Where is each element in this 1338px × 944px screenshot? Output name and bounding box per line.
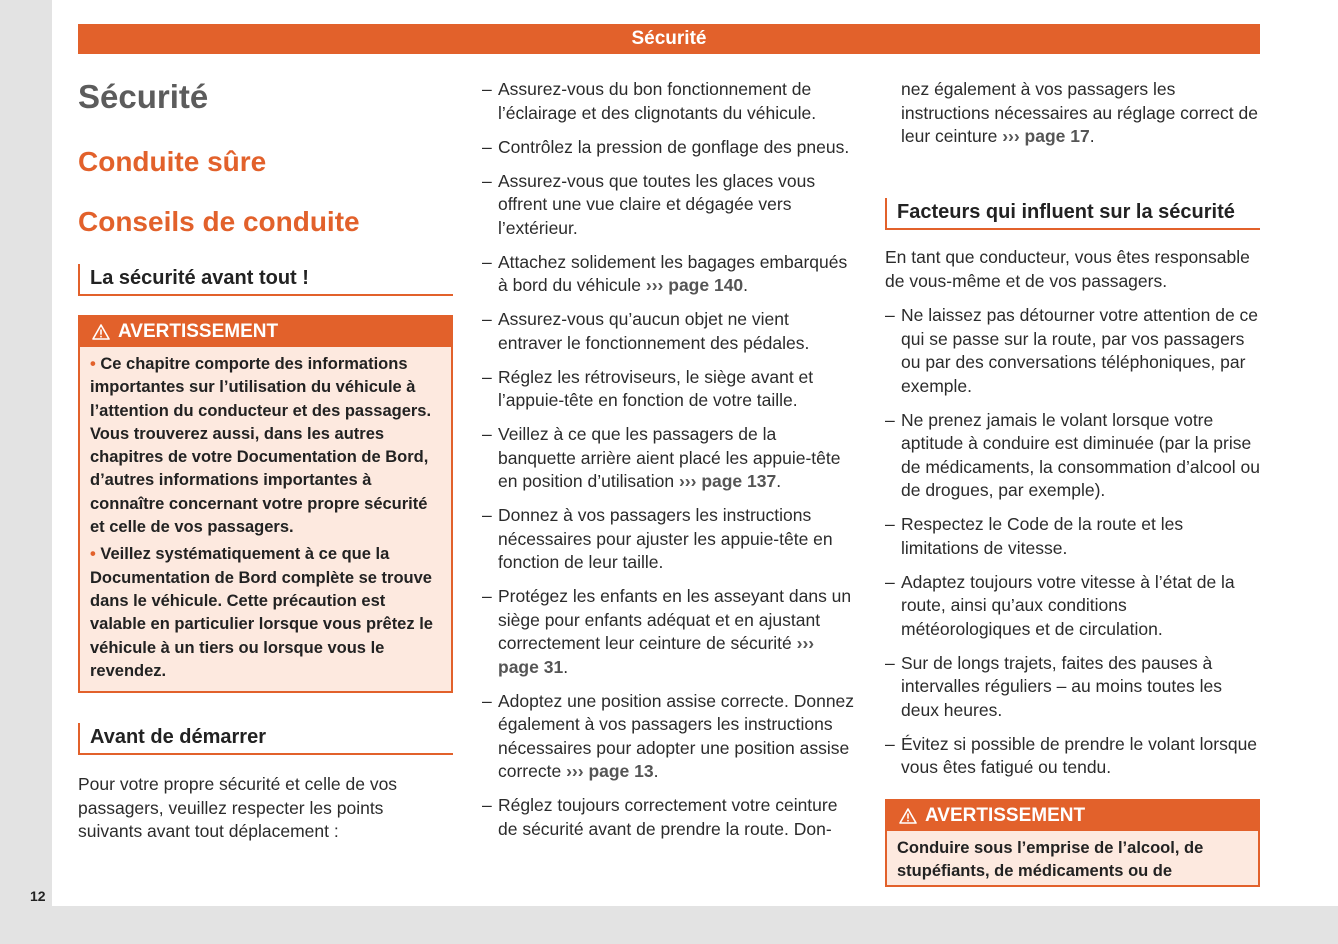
list-item: – Protégez les enfants en les asseyant dans un siège pour enfants adéquat et en ajustant correctement leur ceinture de sécurité ››› page 31. <box>482 586 852 677</box>
page-number: 12 <box>30 888 46 904</box>
list-item: – Sur de longs trajets, faites des pauses à intervalles réguliers – au moins toutes les deux heures. <box>885 652 1222 720</box>
bullet-icon: • <box>90 545 96 564</box>
list-item: – Veillez à ce que les passagers de la banquette arrière aient placé les appuie-tête en position d’utilisation ››› page 137. <box>482 424 841 491</box>
warning-box-2 <box>885 799 1260 887</box>
list-item: – Attachez solidement les bagages embarqués à bord du véhicule ››› page 140. <box>482 251 848 295</box>
list-item: – Ne laissez pas détourner votre attention de ce qui se passe sur la route, par vos passagers ou par des conversations téléphoniques, par exemple. <box>885 305 1259 396</box>
warning-box <box>78 315 453 693</box>
warning-text-1: Ce chapitre comporte des informations importantes sur l’utilisation du véhicule à l’attention du conducteur et des passagers. Vous trouverez aussi, dans les autres chapitres de votre Documentation de Bord, d’autres informations importantes à connaître concernant votre propre sécurité et celle de vos passagers. <box>90 355 432 537</box>
section-title: Conduite sûre <box>78 146 267 177</box>
page-ref-link[interactable]: ››› page 31 <box>498 633 815 677</box>
factors-intro: En tant que conducteur, vous êtes responsable de vous-même et de vos passagers. <box>885 247 1250 291</box>
heading-before-start: Avant de démarrer <box>78 723 453 755</box>
list-item: – Réglez toujours correctement votre ceinture de sécurité avant de prendre la route. Don- <box>482 795 838 839</box>
warning-text: Conduire sous l’emprise de l’alcool, de stupéfiants, de médicaments ou de <box>897 839 1204 881</box>
warning-triangle-icon <box>92 324 110 340</box>
list-item: – Donnez à vos passagers les instructions nécessaires pour ajuster les appuie-tête en fonction de leur taille. <box>482 505 833 572</box>
list-item: – Évitez si possible de prendre le volant lorsque vous êtes fatigué ou tendu. <box>885 733 1258 777</box>
list-item: – Respectez le Code de la route et les limitations de vitesse. <box>885 514 1184 558</box>
bullet-icon: • <box>90 355 96 373</box>
checklist <box>482 78 857 852</box>
header-bar: Sécurité <box>78 24 1260 54</box>
factors-list <box>885 304 1260 790</box>
warning-label: AVERTISSEMENT <box>118 321 279 342</box>
page-ref-link[interactable]: ››› page 17 <box>1002 126 1090 146</box>
warning-paragraph <box>90 543 443 683</box>
warning-body <box>887 831 1258 887</box>
warning-paragraph <box>90 353 443 539</box>
page-ref-link[interactable]: ››› page 140 <box>645 275 744 295</box>
list-item: – Ne prenez jamais le volant lorsque votre aptitude à conduire est diminuée (par la prise de médicaments, la consommation d’alcool ou de drogues, par exemple). <box>885 409 1260 500</box>
heading-safety-factors: Facteurs qui influent sur la sécurité <box>885 198 1260 230</box>
list-item: – Adoptez une position assise correcte. Donnez également à vos passagers les instructions nécessaires pour adopter une position assise correcte ››› page 13. <box>482 690 855 781</box>
warning-header <box>80 317 451 347</box>
warning-body <box>80 347 451 691</box>
list-item: – Adaptez toujours votre vitesse à l’état de la route, ainsi qu’aux conditions météorologiques et de circulation. <box>885 571 1235 639</box>
list-item: – Réglez les rétroviseurs, le siège avant et l’appuie-tête en fonction de votre taille. <box>482 366 814 410</box>
warning-triangle-icon <box>899 808 917 824</box>
warning-label: AVERTISSEMENT <box>925 805 1086 826</box>
subsection-title: Conseils de conduite <box>78 206 360 237</box>
list-item: – Assurez-vous du bon fonctionnement de l’éclairage et des clignotants du véhicule. <box>482 79 817 123</box>
continuation-text: nez également à vos passagers les instructions nécessaires au réglage correct de leur ceinture ››› page 17. <box>901 79 1258 146</box>
list-item: – Contrôlez la pression de gonflage des pneus. <box>482 136 850 157</box>
page-ref-link[interactable]: ››› page 13 <box>566 761 654 781</box>
heading-safety-first: La sécurité avant tout ! <box>78 264 453 296</box>
warning-header <box>887 801 1258 831</box>
warning-text-2: Veillez systématiquement à ce que la Documentation de Bord complète se trouve dans le véhicule. Cette précaution est valable en particulier lorsque vous prêtez le véhicule à un tiers ou lorsque vous le revendez. <box>90 545 433 680</box>
intro-text: Pour votre propre sécurité et celle de vos passagers, veuillez respecter les points suivants avant tout déplacement : <box>78 774 398 841</box>
chapter-title: Sécurité <box>78 78 209 115</box>
list-item: – Assurez-vous qu’aucun objet ne vient entraver le fonctionnement des pédales. <box>482 309 810 353</box>
list-item: – Assurez-vous que toutes les glaces vous offrent une vue claire et dégagée vers l’extérieur. <box>482 170 816 238</box>
page-ref-link[interactable]: ››› page 137 <box>678 471 777 491</box>
